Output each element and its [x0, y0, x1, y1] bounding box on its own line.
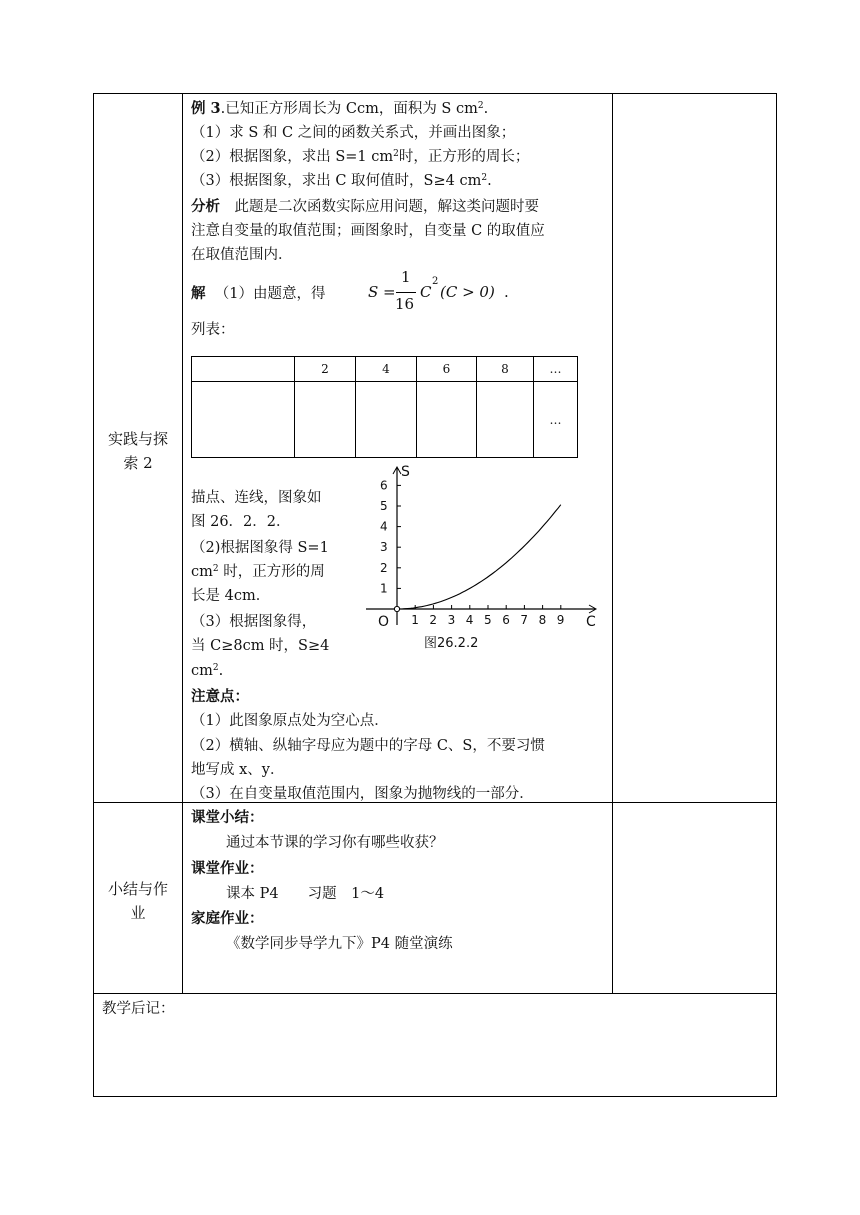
question-2-sup: 2 — [393, 149, 399, 159]
formula — [368, 268, 518, 320]
y-axis-label: S — [401, 464, 410, 480]
note-2-line-1: （2）横轴、纵轴字母应为题中的字母 C、S，不要习惯 — [191, 738, 545, 754]
formula-numerator: 1 — [401, 268, 411, 286]
y-tick-label: 2 — [380, 560, 388, 575]
question-3-sup: 2 — [481, 173, 488, 183]
question-2 — [191, 145, 529, 169]
x-tick-label: 2 — [429, 613, 438, 627]
origin-label: O — [378, 614, 390, 630]
y-tick-label: 6 — [380, 478, 388, 493]
solution-text: （1）由题意，得 — [214, 286, 326, 302]
table-border-bottom — [93, 1096, 777, 1097]
formula-s: S — [368, 283, 379, 301]
graph-caption: 图26.2.2 — [424, 636, 479, 651]
classwork-title: 课堂作业： — [191, 860, 264, 877]
question-3-text: （3）根据图象，求出 C 取何值时，S≥4 cm — [191, 173, 482, 189]
table-col-divider-2 — [612, 93, 613, 994]
table-body-cell — [294, 381, 356, 458]
formula-fraction-bar — [396, 292, 416, 293]
x-tick-label: 7 — [520, 613, 529, 627]
section-label-line1: 实践与探 — [107, 430, 168, 448]
x-tick-label: 8 — [538, 613, 547, 627]
analysis-line-2: 注意自变量的取值范围；画图象时，自变量 C 的取值应 — [191, 223, 545, 239]
analysis-label: 分析 — [191, 198, 220, 215]
notes-title: 注意点： — [191, 688, 249, 705]
table-header-cell: 8 — [476, 356, 534, 382]
table-body-cell — [191, 381, 295, 458]
y-tick-label: 4 — [380, 519, 388, 534]
table-border-top — [93, 93, 777, 94]
y-tick-label: 1 — [380, 581, 388, 596]
list-label: 列表： — [191, 322, 235, 338]
table-header-cell: 4 — [355, 356, 417, 382]
homework-title: 家庭作业： — [191, 910, 264, 927]
table-body-cell — [355, 381, 417, 458]
formula-exponent: 2 — [432, 276, 439, 287]
desc-line-6: （3）根据图象得， — [191, 614, 317, 630]
question-3 — [191, 169, 492, 193]
desc-line-8: $cm^2$. — [191, 663, 224, 679]
table-body-cell — [416, 381, 477, 458]
analysis-line-3: 在取值范围内． — [191, 247, 293, 263]
example-label: 例 3 — [191, 100, 221, 117]
table-body-cell — [476, 381, 534, 458]
example-text: .已知正方形周长为 Ccm，面积为 S cm — [220, 101, 478, 117]
formula-denominator: 16 — [395, 295, 415, 313]
section-label-practice — [94, 427, 182, 475]
origin-hollow-point — [394, 606, 399, 611]
section-label-line1: 小结与作 — [107, 880, 168, 898]
function-graph — [360, 460, 610, 660]
section-label-line2: 业 — [130, 904, 146, 922]
table-col-divider-1 — [182, 93, 183, 994]
table-header-cell — [191, 356, 295, 382]
solution-label: 解 — [191, 285, 206, 302]
summary-title: 课堂小结： — [191, 809, 264, 826]
analysis-text-1: 此题是二次函数实际应用问题，解这类问题时要 — [220, 199, 539, 215]
desc-line-3: （2)根据图象得 S=1 — [191, 540, 329, 556]
desc-line-2: 图 26．2．2． — [191, 514, 291, 530]
summary-text: 通过本节课的学习你有哪些收获？ — [226, 835, 444, 851]
section-label-line2: 索 2 — [123, 454, 153, 472]
x-tick-label: 1 — [411, 613, 419, 627]
note-2-line-2: 地写成 x、y． — [191, 762, 285, 778]
table-body-cell: … — [533, 381, 578, 458]
formula-condition: (C > 0) — [440, 283, 495, 301]
y-tick-label: 3 — [380, 540, 388, 555]
formula-equals: = — [383, 283, 396, 301]
x-axis-label: C — [586, 614, 596, 630]
desc-line-1: 描点、连线，图象如 — [191, 490, 322, 506]
note-1: （1）此图象原点处为空心点． — [191, 713, 389, 729]
desc-line-4: $cm^2$ 时，正方形的周 — [191, 564, 325, 580]
example-sup: 2 — [477, 101, 484, 111]
formula-c: C — [420, 283, 432, 301]
x-tick-label: 9 — [556, 613, 565, 627]
value-table — [191, 356, 578, 458]
question-2-text: （2）根据图象，求出 S=1 cm — [191, 149, 394, 165]
table-header-cell: … — [533, 356, 578, 382]
table-border-right — [776, 93, 777, 1097]
solution-line — [191, 282, 325, 306]
analysis-line-1 — [191, 195, 539, 219]
table-border-left — [93, 93, 94, 1097]
desc-line-5: 长是 4cm． — [191, 588, 271, 604]
parabola-curve — [397, 505, 561, 609]
example-end: . — [483, 101, 489, 117]
note-3: （3）在自变量取值范围内，图象为抛物线的一部分． — [191, 786, 534, 802]
section-label-summary — [94, 877, 182, 925]
x-tick-label: 3 — [447, 613, 456, 627]
table-header-cell: 6 — [416, 356, 477, 382]
x-tick-label: 6 — [502, 613, 510, 627]
y-tick-label: 5 — [380, 499, 388, 513]
x-tick-label: 5 — [484, 613, 492, 627]
classwork-text: 课本 P4 习题 1～4 — [226, 886, 385, 902]
example-heading — [191, 97, 488, 121]
table-border-row2 — [93, 993, 777, 994]
homework-text: 《数学同步导学九下》P4 随堂演练 — [226, 936, 453, 952]
table-header-cell: 2 — [294, 356, 356, 382]
x-tick-label: 4 — [465, 613, 474, 627]
desc-line-7: 当 C≥8cm 时，S≥4 — [191, 638, 330, 654]
formula-end: . — [504, 283, 509, 301]
question-2-end: 时，正方形的周长； — [398, 149, 530, 165]
question-3-end: . — [487, 173, 492, 189]
teaching-notes-label: 教学后记： — [102, 1001, 175, 1017]
question-1: （1）求 S 和 C 之间的函数关系式，并画出图象； — [191, 125, 516, 141]
